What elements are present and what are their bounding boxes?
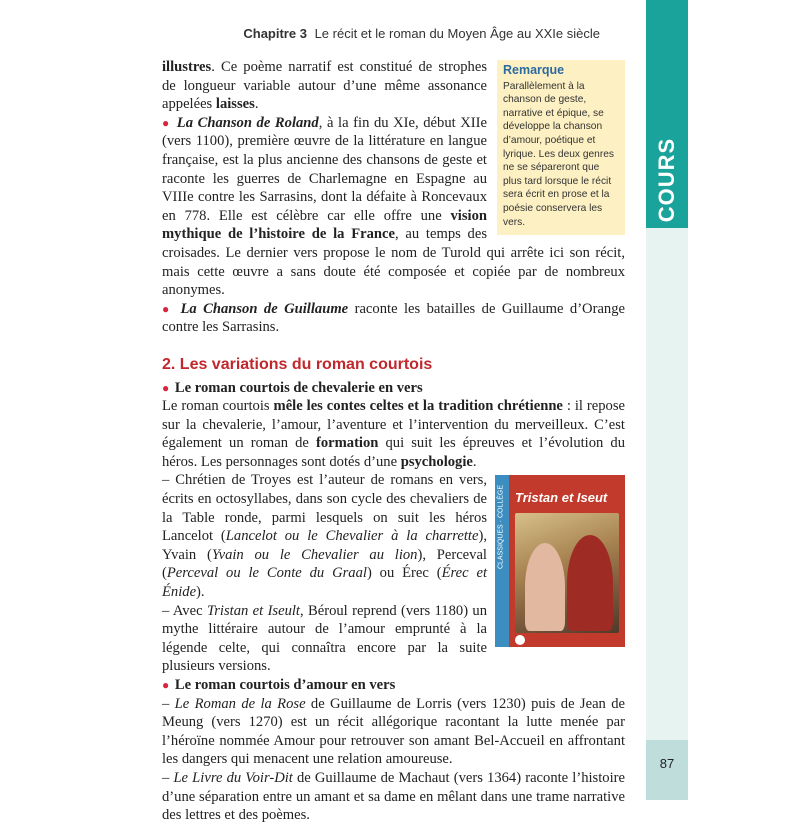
italic-run: Lancelot ou le Chevalier à la charrette [225,528,479,545]
text-run: qui suit les épreuves et l’évolution du héros. Les personnages sont dotés d’une [162,435,626,470]
voir-dit-paragraph [162,769,625,825]
italic-run: Yvain ou le Chevalier au lion [211,546,418,563]
text-run: . [472,453,477,470]
bullet-icon: ● [162,115,171,130]
side-strip [646,228,688,800]
text-run: : il repose sur la chevalerie, l’amour, l’aventure et l’intervention du merveilleux. C’est également un roman de [162,398,626,452]
text-run: ). [196,584,205,601]
chapter-title: Le récit et le roman du Moyen Âge au XXIe siècle [314,26,600,41]
italic-run: Érec et Énide [162,565,487,601]
book-cover-image [495,475,625,647]
text-run: – [162,769,174,786]
rose-paragraph [162,695,625,769]
cours-tab-label: COURS [654,137,679,223]
cover-painting [515,513,619,633]
publisher-logo-icon [515,635,525,645]
bold-run: psychologie [400,453,473,470]
courtois-paragraph [162,397,625,471]
italic-run: Le Livre du Voir-Dit [173,769,293,786]
remarque-box [497,60,625,235]
bullet-icon: ● [162,301,173,316]
remarque-title: Remarque [503,63,565,77]
roland-text-1: , à la fin du XIe, début XIIe (vers 1100), première œuvre de la littérature en langue française, est la plus ancienne des chansons de geste et raconte les guerres de Charlemagne en Espagne au VIIIe contre les Sarrasins, dont la défaite à Roncevaux en 778. Elle est célèbre car elle offre une [162,114,488,224]
roland-text-2: , au temps des croisades. Le dernier vers propose le nom de Turold qui arrête ici son récit, mais cette œuvre a sans doute été composée et copiée par de nombreux anonymes. [162,226,625,299]
roland-title: La Chanson de Roland [176,114,319,131]
text-run: de Guillaume de Machaut (vers 1364) raconte l’histoire d’une séparation entre un amant et sa dame en mêlant dans une trame narrative des lettres et des poèmes. [162,769,625,824]
subsection-title-2-text: Le roman courtois d’amour en vers [174,677,396,693]
main-content [162,58,625,825]
subsection-title-2 [162,676,625,695]
text-run: de Guillaume de Lorris (vers 1230) puis de Jean de Meung (vers 1270) est un récit allégorique racontant la lutte menée par l’héroïne nommée Amour pour retrouver son amant Bel-Accueil en affrontant les dangers qui menacent une relation amoureuse. [162,695,625,768]
subsection-title-1 [162,379,625,398]
text-run: ), Yvain ( [162,528,487,563]
bullet-icon: ● [162,678,170,692]
chapter-label: Chapitre 3 [243,26,307,41]
roland-bold: vision mythique de l’histoire de la France [162,207,487,243]
cover-title: Tristan et Iseut [515,490,608,506]
text-run: , Béroul reprend (vers 1180) un mythe littéraire autour de l’amour emprunté à la légende celte, qui connaîtra encore par la suite plusieurs versions. [162,602,488,675]
italic-run: Perceval ou le Conte du Graal [166,565,367,582]
guillaume-title: La Chanson de Guillaume [180,300,349,317]
cours-side-tab [646,0,688,228]
guillaume-paragraph [162,300,625,337]
italic-run: Tristan et Iseult [206,602,300,619]
text-run: ), Perceval ( [162,546,487,582]
cover-series: CLASSIQUES · COLLÈGE [497,485,505,570]
bold-run: formation [315,435,379,452]
text-run: – Avec [162,602,207,619]
cover-figure-iseut [525,543,565,631]
page-header [243,26,600,41]
text-run: ) ou Érec ( [366,565,442,582]
bullet-icon: ● [162,380,170,395]
text-run: – Chrétien de Troyes est l’auteur de romans en vers, écrits en octosyllabes, dans son cycle des chevaliers de la Table ronde, parmi lesquels on suit les héros Lancelot ( [162,472,487,545]
section-title: 2. Les variations du roman courtois [162,355,433,373]
intro-bold-2: laisses [215,96,255,113]
guillaume-text: raconte les batailles de Guillaume d’Orange contre les Sarrasins. [162,300,626,336]
remarque-text: Parallèlement à la chanson de geste, narrative et épique, se développe la chanson d’amour, poétique et lyrique. Les deux genres ne se sépareront que plus tard lorsque le récit sera écrit en prose et la poésie conservera les vers. [503,80,614,228]
cover-figure-tristan [567,535,613,631]
bold-run: mêle les contes celtes et la tradition chrétienne [273,398,563,415]
intro-text-2: . [254,96,259,113]
subsection-title-1-text: Le roman courtois de chevalerie en vers [174,379,423,396]
intro-text-1: . Ce poème narratif est constitué de strophes de longueur variable autour d’une même assonance appelées [162,59,487,113]
text-run: – [162,695,175,712]
text-run: Le roman courtois [162,398,274,415]
cover-band [495,475,509,647]
intro-bold-1: illustres [162,59,212,75]
page-number: 87 [646,740,688,800]
italic-run: Le Roman de la Rose [174,695,306,712]
